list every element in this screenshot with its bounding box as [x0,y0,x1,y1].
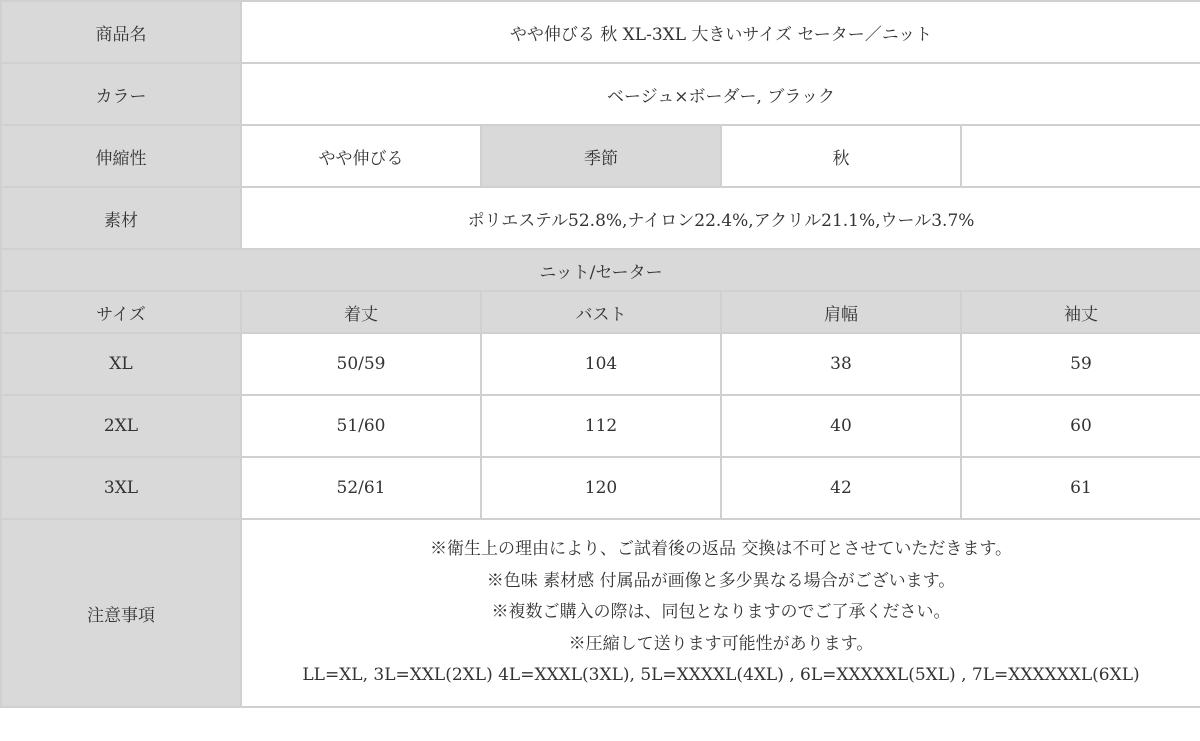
notes-line-multiple: ※複数ご購入の際は、同包となりますのでご了承ください。 [491,602,951,623]
sleeve-cell: 59 [961,333,1200,395]
size-cell: XL [1,333,241,395]
notes-line-hygiene: ※衛生上の理由により、ご試着後の返品 交換は不可とさせていただきます。 [429,539,1013,560]
notes-line-compression: ※圧縮して送ります可能性があります。 [568,633,874,654]
shoulder-cell: 38 [721,333,961,395]
shoulder-cell: 40 [721,395,961,457]
bust-cell: 112 [481,395,721,457]
length-cell: 52/61 [241,457,481,519]
bust-cell: 120 [481,457,721,519]
table-row [1,457,1200,519]
size-cell: 3XL [1,457,241,519]
shoulder-cell: 42 [721,457,961,519]
notes-label: 注意事項 [1,519,241,707]
size-header-size: サイズ [1,291,241,333]
sleeve-cell: 61 [961,457,1200,519]
size-section-title: ニット/セーター [1,249,1200,291]
notes-line-size-conversion: LL=XL, 3L=XXL(2XL) 4L=XXXL(3XL), 5L=XXXXL(4XL) , 6L=XXXXXL(5XL) , 7L=XXXXXXL(6XL) [302,665,1140,686]
size-section-row [1,249,1200,291]
product-name-row [1,1,1200,63]
bust-cell: 104 [481,333,721,395]
material-value: ポリエステル52.8%,ナイロン22.4%,アクリル21.1%,ウール3.7% [241,187,1200,249]
color-row [1,63,1200,125]
season-extra-cell [961,125,1200,187]
notes-row [1,519,1200,707]
length-cell: 50/59 [241,333,481,395]
table-row [1,333,1200,395]
size-header-bust: バスト [481,291,721,333]
size-header-row [1,291,1200,333]
size-header-sleeve: 袖丈 [961,291,1200,333]
table-row [1,395,1200,457]
notes-line-color: ※色味 素材感 付属品が画像と多少異なる場合がございます。 [486,570,956,591]
season-label: 季節 [481,125,721,187]
length-cell: 51/60 [241,395,481,457]
notes-body [241,519,1200,707]
season-value: 秋 [721,125,961,187]
stretch-season-row [1,125,1200,187]
size-header-shoulder: 肩幅 [721,291,961,333]
sleeve-cell: 60 [961,395,1200,457]
material-row [1,187,1200,249]
size-header-length: 着丈 [241,291,481,333]
color-value: ベージュ×ボーダー, ブラック [241,63,1200,125]
product-name-value: やや伸びる 秋 XL-3XL 大きいサイズ セーター／ニット [241,1,1200,63]
product-name-label: 商品名 [1,1,241,63]
size-cell: 2XL [1,395,241,457]
material-label: 素材 [1,187,241,249]
stretch-value: やや伸びる [241,125,481,187]
color-label: カラー [1,63,241,125]
stretch-label: 伸縮性 [1,125,241,187]
